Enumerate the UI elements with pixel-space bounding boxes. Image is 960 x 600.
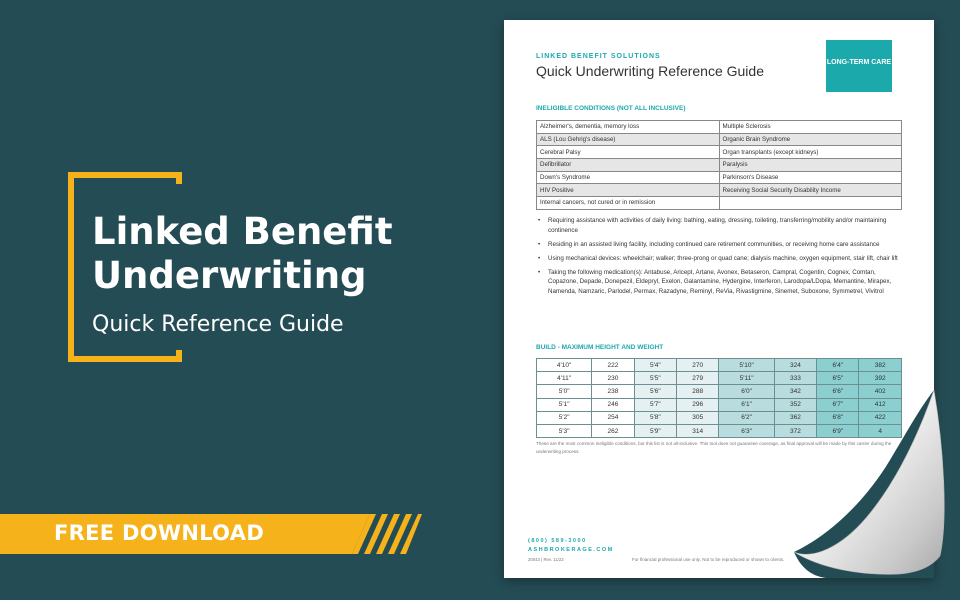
table-cell: 262	[592, 424, 635, 437]
table-row	[537, 359, 902, 372]
table-cell: Receiving Social Security Disability Income	[719, 184, 902, 197]
table-cell: 230	[592, 372, 635, 385]
table-row	[537, 121, 902, 134]
table-cell: 333	[774, 372, 817, 385]
table-cell: 412	[859, 398, 902, 411]
table-cell: 254	[592, 411, 635, 424]
table-cell: 314	[676, 424, 719, 437]
table-cell: Alzheimer's, dementia, memory loss	[537, 121, 720, 134]
list-item: • Residing in an assisted living facility, including continued care retirement communities, or receiving home care assistance	[538, 240, 902, 250]
table-cell: 5'10"	[719, 359, 774, 372]
footer-website: ASHBROKERAGE.COM	[528, 547, 614, 553]
stripes-decoration	[352, 514, 422, 554]
table-row	[537, 171, 902, 184]
table-cell: 362	[774, 411, 817, 424]
table-cell: 6'1"	[719, 398, 774, 411]
doc-badge	[826, 40, 892, 92]
table-cell: Organic Brain Syndrome	[719, 133, 902, 146]
table-cell: 372	[774, 424, 817, 437]
table-cell: 6'6"	[817, 385, 859, 398]
table-cell: 296	[676, 398, 719, 411]
footer-code: 20043 | Rev. 11/22	[528, 557, 564, 562]
table-cell: Cerebral Palsy	[537, 146, 720, 159]
footer-note: For financial professional use only. Not to be reproduced or shown to clients.	[632, 557, 785, 562]
hero-frame-tick-top	[176, 172, 182, 184]
doc-badge-label: LONG-TERM CARE	[826, 59, 892, 66]
table-row	[537, 197, 902, 210]
table-row	[537, 159, 902, 172]
table-cell: 5'0"	[537, 385, 592, 398]
build-heading: BUILD - MAXIMUM HEIGHT AND WEIGHT	[536, 344, 664, 351]
hero-subtitle: Quick Reference Guide	[92, 312, 344, 337]
doc-brand: LINKED BENEFIT SOLUTIONS	[536, 53, 661, 60]
doc-title: Quick Underwriting Reference Guide	[536, 63, 764, 79]
table-cell: Paralysis	[719, 159, 902, 172]
table-cell: 422	[859, 411, 902, 424]
table-cell: 5'6"	[634, 385, 676, 398]
list-item: • Taking the following medication(s): Antabuse, Aricept, Artane, Avonex, Betaseron, Campral, Cogentin, Cognex, Comtan, Copazone, Depade, Donepezil, Eldepryl, Exelon, Galantamine, Hydergine, Interferon, Larodopa/LDopa, Memantine, Mirapex, Namenda, Namzaric, Parlodel, Permax, Razadyne, Reminyl, ReVia, Rivastigmine, Sinemet, Suboxone, Symmetrel, Vivitrol	[538, 268, 902, 297]
hero-title: Linked Benefit Underwriting	[92, 210, 393, 297]
table-cell: 6'9"	[817, 424, 859, 437]
table-cell: 5'11"	[719, 372, 774, 385]
table-cell	[719, 197, 902, 210]
table-row	[537, 184, 902, 197]
table-cell: 6'8"	[817, 411, 859, 424]
table-cell: 6'4"	[817, 359, 859, 372]
table-row	[537, 146, 902, 159]
table-row	[537, 372, 902, 385]
table-cell: 4	[859, 424, 902, 437]
table-cell: 5'3"	[537, 424, 592, 437]
hero-frame-tick-bottom	[176, 350, 182, 362]
table-cell: 342	[774, 385, 817, 398]
table-cell: 402	[859, 385, 902, 398]
table-cell: 279	[676, 372, 719, 385]
table-cell: 288	[676, 385, 719, 398]
table-cell: 246	[592, 398, 635, 411]
table-cell: 4'11"	[537, 372, 592, 385]
table-cell: 352	[774, 398, 817, 411]
table-cell: 4'10"	[537, 359, 592, 372]
table-cell: 6'3"	[719, 424, 774, 437]
table-cell: 6'2"	[719, 411, 774, 424]
table-cell: 222	[592, 359, 635, 372]
table-cell: 6'5"	[817, 372, 859, 385]
table-cell: 6'0"	[719, 385, 774, 398]
table-cell: 5'4"	[634, 359, 676, 372]
requirements-list	[538, 216, 902, 301]
list-item: • Using mechanical devices: wheelchair; walker; three-prong or quad cane; dialysis machine, oxygen equipment, stair lift, chair lift	[538, 254, 902, 264]
list-item: • Requiring assistance with activities of daily living: bathing, eating, dressing, toileting, transferring/mobility and/or maintaining continence	[538, 216, 902, 235]
table-cell: 324	[774, 359, 817, 372]
table-cell: 5'9"	[634, 424, 676, 437]
table-cell: Internal cancers, not cured or in remission	[537, 197, 720, 210]
table-cell: 6'7"	[817, 398, 859, 411]
free-download-label[interactable]: FREE DOWNLOAD	[54, 521, 265, 545]
table-row	[537, 133, 902, 146]
table-cell: 382	[859, 359, 902, 372]
table-cell: 5'7"	[634, 398, 676, 411]
disclaimer: These are the most common ineligible conditions, but this list is not all-inclusive. This tool does not guarantee coverage, as final approval will be made by this carrier during the underwriting process.	[536, 441, 892, 454]
table-cell: Parkinson's Disease	[719, 171, 902, 184]
table-cell: Defibrillator	[537, 159, 720, 172]
table-cell: 5'8"	[634, 411, 676, 424]
page-curl-decoration	[780, 390, 960, 600]
footer-phone: (800) 589-3000	[528, 538, 587, 544]
table-cell: HIV Positive	[537, 184, 720, 197]
table-cell: 238	[592, 385, 635, 398]
table-cell: Organ transplants (except kidneys)	[719, 146, 902, 159]
table-cell: Multiple Sclerosis	[719, 121, 902, 134]
table-cell: 5'5"	[634, 372, 676, 385]
table-cell: 5'1"	[537, 398, 592, 411]
table-cell: ALS (Lou Gehrig's disease)	[537, 133, 720, 146]
table-cell: 270	[676, 359, 719, 372]
table-cell: 305	[676, 411, 719, 424]
ineligible-table	[536, 120, 902, 210]
table-cell: 5'2"	[537, 411, 592, 424]
ineligible-heading: INELIGIBLE CONDITIONS (NOT ALL INCLUSIVE)	[536, 105, 686, 112]
table-cell: Down's Syndrome	[537, 171, 720, 184]
table-cell: 392	[859, 372, 902, 385]
